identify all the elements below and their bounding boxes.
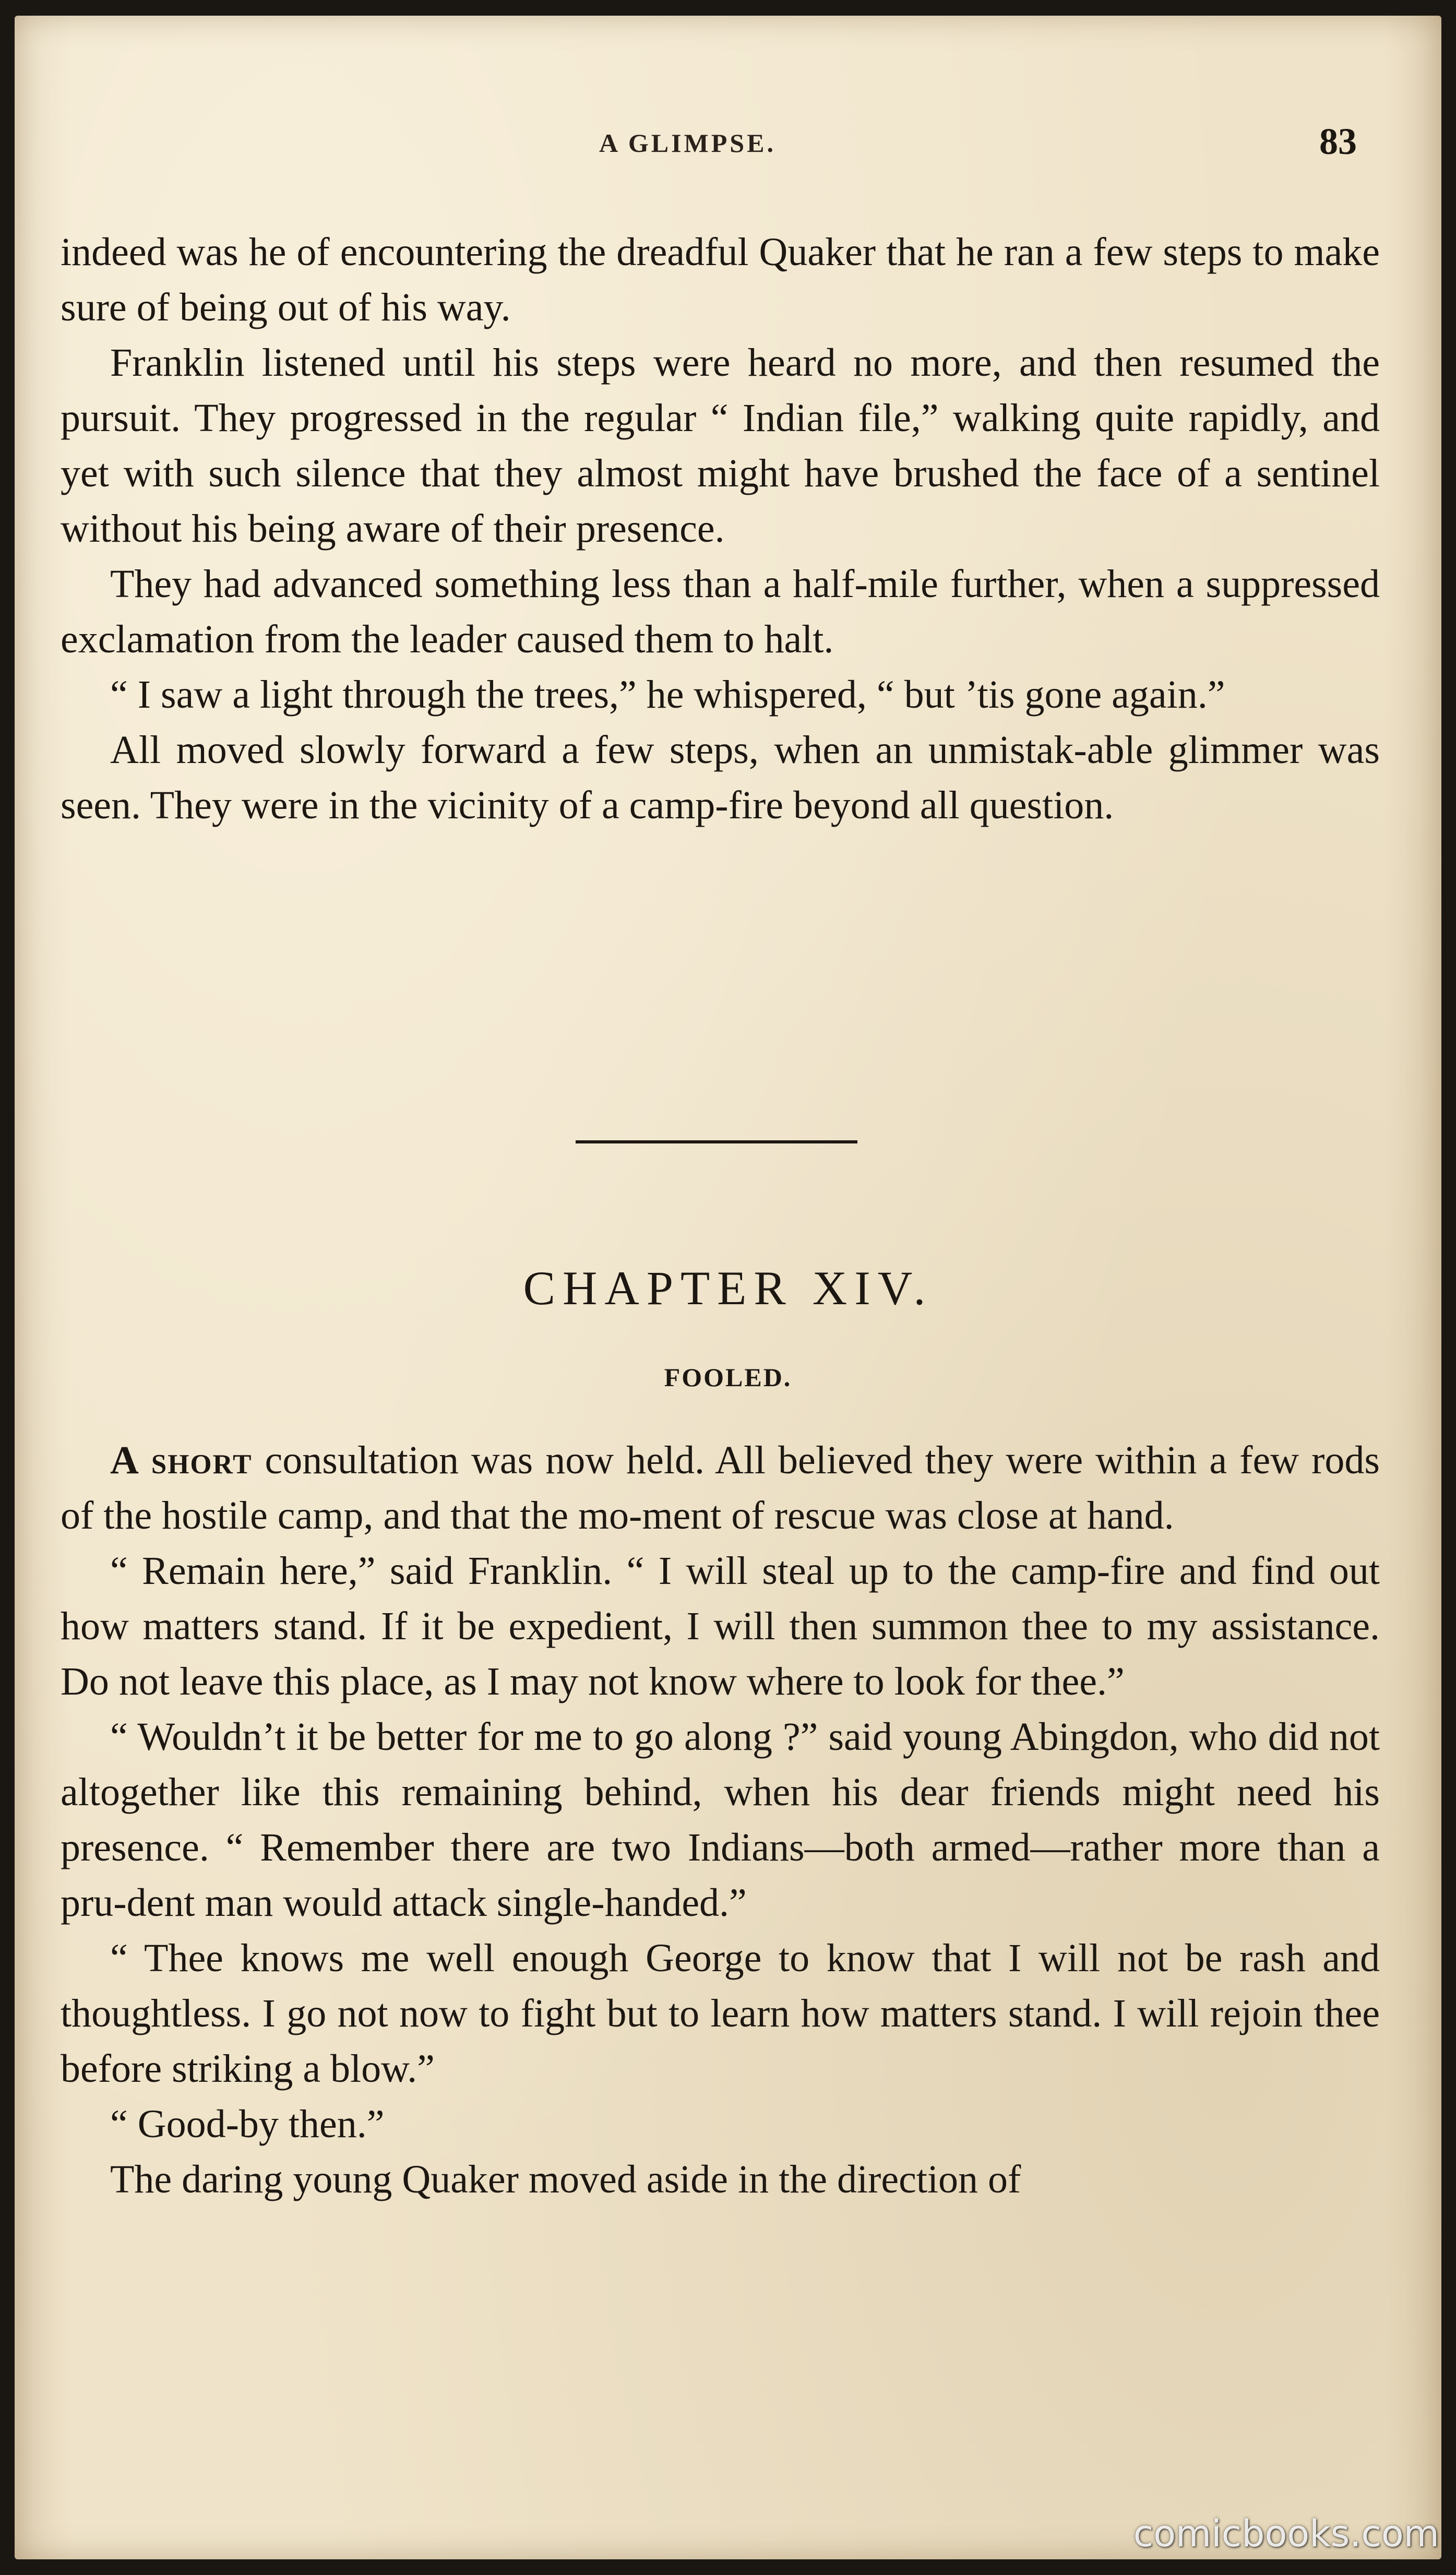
chapter-title: CHAPTER XIV.	[523, 1261, 933, 1315]
paragraph: “ Wouldn’t it be better for me to go along ?” said young Abingdon, who did not altogether like this remaining behind, when his dear friends might need his presence. “ Remember there are two Indians—both armed—rather more than a pru-dent man would attack single-handed.”	[61, 1715, 1380, 1925]
section-divider-rule	[576, 1140, 857, 1143]
chapter-subtitle: FOOLED.	[664, 1363, 792, 1392]
paragraph: “ I saw a light through the trees,” he whispered, “ but ’tis gone again.”	[110, 673, 1225, 717]
text-section-before-chapter	[61, 224, 1380, 833]
opening-words: A short	[110, 1438, 253, 1482]
watermark: comicbooks.com	[1133, 2512, 1439, 2555]
text-section-chapter-body	[61, 1433, 1380, 2207]
opening-paragraph-rest: consultation was now held. All believed they were within a few rods of the hostile camp, and that the mo-ment of rescue was close at hand.	[61, 1438, 1380, 1537]
page-number: 83	[1319, 121, 1357, 162]
paragraph-continuation: indeed was he of encountering the dreadful Quaker that he ran a few steps to make sure of being out of his way.	[61, 230, 1380, 329]
page-header	[15, 16, 1441, 162]
running-title: A GLIMPSE.	[599, 128, 776, 158]
paragraph-opening	[61, 1433, 1380, 1543]
paragraph: “ Good-by then.”	[110, 2102, 385, 2146]
paragraph: “ Thee knows me well enough George to know that I will not be rash and thoughtless. I go not now to fight but to learn how matters stand. I will rejoin thee before striking a blow.”	[61, 1936, 1380, 2091]
paragraph: They had advanced something less than a half-mile further, when a suppressed exclamation from the leader caused them to halt.	[61, 562, 1380, 661]
paragraph: All moved slowly forward a few steps, when an unmistak-able glimmer was seen. They were in the vicinity of a camp-fire beyond all question.	[61, 728, 1380, 827]
paragraph: Franklin listened until his steps were heard no more, and then resumed the pursuit. They progressed in the regular “ Indian file,” walking quite rapidly, and yet with such silence that they almost might have brushed the face of a sentinel without his being aware of their presence.	[61, 341, 1380, 551]
paragraph: “ Remain here,” said Franklin. “ I will steal up to the camp-fire and find out how matters stand. If it be expedient, I will then summon thee to my assistance. Do not leave this place, as I may not know where to look for thee.”	[61, 1549, 1380, 1703]
paragraph: The daring young Quaker moved aside in the direction of	[110, 2157, 1021, 2201]
book-page	[15, 16, 1441, 2559]
